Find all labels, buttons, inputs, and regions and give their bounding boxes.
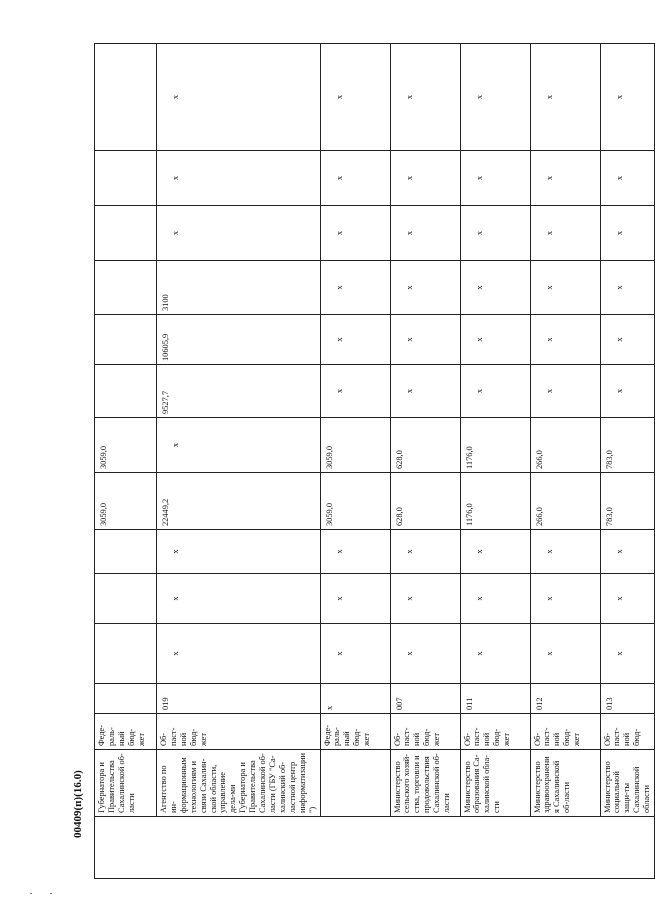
budget-type-cell: Об-паст-ной бюд- <box>600 714 655 750</box>
org-name-cell: Министерство социальной защи-ты Сахалинской области <box>600 750 655 817</box>
table-row <box>390 44 460 879</box>
value-cell: х <box>320 574 390 624</box>
value-cell: х <box>390 151 460 206</box>
budget-table <box>94 43 655 879</box>
value-cell: 628,0 <box>390 473 460 530</box>
value-cell: х <box>157 44 321 151</box>
value-cell: 783,0 <box>600 418 655 473</box>
value-cell: х <box>320 44 390 151</box>
value-cell: х <box>460 530 530 574</box>
value-cell: х <box>390 44 460 151</box>
value-cell <box>95 151 157 206</box>
value-cell: 3059,0 <box>95 473 157 530</box>
value-cell: х <box>530 624 600 684</box>
value-cell <box>95 574 157 624</box>
form-code: 00409(п)(16.0) <box>72 770 84 838</box>
value-cell: 3100 <box>157 261 321 315</box>
value-cell <box>95 206 157 261</box>
value-cell: х <box>320 530 390 574</box>
value-cell <box>95 44 157 151</box>
value-cell: х <box>530 530 600 574</box>
value-cell: 266,0 <box>530 418 600 473</box>
value-cell: х <box>390 365 460 418</box>
value-cell: х <box>390 206 460 261</box>
org-name-cell <box>320 750 390 817</box>
table-row <box>460 44 530 879</box>
value-cell <box>95 261 157 315</box>
code-cell: 007 <box>390 684 460 714</box>
value-cell: 22449,2 <box>157 473 321 530</box>
value-cell: 1176,0 <box>460 418 530 473</box>
value-cell: 9527,7 <box>157 365 321 418</box>
table-row <box>320 44 390 879</box>
value-cell: х <box>320 261 390 315</box>
value-cell: х <box>530 44 600 151</box>
value-cell: х <box>530 365 600 418</box>
rotated-sheet <box>94 44 652 879</box>
value-cell <box>95 315 157 365</box>
blank-cell <box>95 817 655 879</box>
org-name-cell: Губернатора и Правительства Сахалинской об-ласти <box>95 750 157 817</box>
code-cell: 011 <box>460 684 530 714</box>
table-row <box>157 44 321 879</box>
budget-type-cell: Об-паст-ной бюд-жет <box>460 714 530 750</box>
value-cell: 3059,0 <box>320 473 390 530</box>
value-cell: х <box>600 44 655 151</box>
value-cell: 628,0 <box>390 418 460 473</box>
code-cell: 012 <box>530 684 600 714</box>
value-cell: х <box>320 315 390 365</box>
value-cell <box>95 365 157 418</box>
value-cell: х <box>600 206 655 261</box>
scan-speck <box>50 893 52 894</box>
value-cell: х <box>460 624 530 684</box>
value-cell: х <box>460 315 530 365</box>
value-cell: 3059,0 <box>320 418 390 473</box>
budget-type-cell: Феде-раль-ный бюд-жет <box>320 714 390 750</box>
value-cell: х <box>530 206 600 261</box>
value-cell: х <box>320 206 390 261</box>
value-cell: х <box>320 151 390 206</box>
scan-speck <box>30 893 32 894</box>
value-cell: х <box>320 365 390 418</box>
value-cell: х <box>157 574 321 624</box>
value-cell: х <box>157 418 321 473</box>
value-cell <box>95 530 157 574</box>
value-cell: х <box>390 624 460 684</box>
value-cell: х <box>390 315 460 365</box>
value-cell: х <box>157 151 321 206</box>
value-cell: 266,0 <box>530 473 600 530</box>
code-cell: х <box>320 684 390 714</box>
value-cell: х <box>600 530 655 574</box>
table-row <box>530 44 600 879</box>
table-row <box>95 44 157 879</box>
org-name-cell: Министерство сельского хозяй-ства, торговли и продовольствия Сахалинской об-ласти <box>390 750 460 817</box>
value-cell: х <box>460 261 530 315</box>
code-cell: 013 <box>600 684 655 714</box>
value-cell: х <box>460 151 530 206</box>
value-cell: х <box>320 624 390 684</box>
code-cell <box>95 684 157 714</box>
org-name-cell: Агентство по ин-формационным технологиям и связи Сахалин-ской области, управление дела-ми Губернатора и Правительства Сахалинской об-ласти (ГБУ "Са-халинский об-ластной центр информатизации") <box>157 750 321 817</box>
value-cell: х <box>390 530 460 574</box>
value-cell: х <box>600 151 655 206</box>
budget-type-cell: Феде-раль-ный бюд-жет <box>95 714 157 750</box>
value-cell <box>95 624 157 684</box>
value-cell: х <box>390 574 460 624</box>
value-cell: 1176,0 <box>460 473 530 530</box>
value-cell: х <box>600 315 655 365</box>
value-cell: 3059,0 <box>95 418 157 473</box>
value-cell: х <box>460 206 530 261</box>
value-cell: 783,0 <box>600 473 655 530</box>
value-cell: х <box>157 206 321 261</box>
budget-type-cell: Об-паст-ной бюд-жет <box>530 714 600 750</box>
value-cell: х <box>157 624 321 684</box>
value-cell: х <box>460 44 530 151</box>
value-cell: х <box>600 574 655 624</box>
budget-type-cell: Об-паст-ной бюд-жет <box>157 714 321 750</box>
org-name-cell: Министерство здравоохранения Сахалинской об-ласти <box>530 750 600 817</box>
code-cell: 019 <box>157 684 321 714</box>
budget-type-cell: Об-паст-ной бюд-жет <box>390 714 460 750</box>
value-cell: 10605,9 <box>157 315 321 365</box>
value-cell: х <box>460 574 530 624</box>
value-cell: х <box>157 530 321 574</box>
value-cell: х <box>530 574 600 624</box>
value-cell: х <box>390 261 460 315</box>
value-cell: х <box>600 624 655 684</box>
value-cell: х <box>530 261 600 315</box>
org-name-cell: Министерство образования Са-халинской обла-сти <box>460 750 530 817</box>
value-cell: х <box>460 365 530 418</box>
value-cell: х <box>600 365 655 418</box>
value-cell: х <box>530 151 600 206</box>
value-cell: х <box>530 315 600 365</box>
table-row <box>600 44 655 879</box>
value-cell: х <box>600 261 655 315</box>
